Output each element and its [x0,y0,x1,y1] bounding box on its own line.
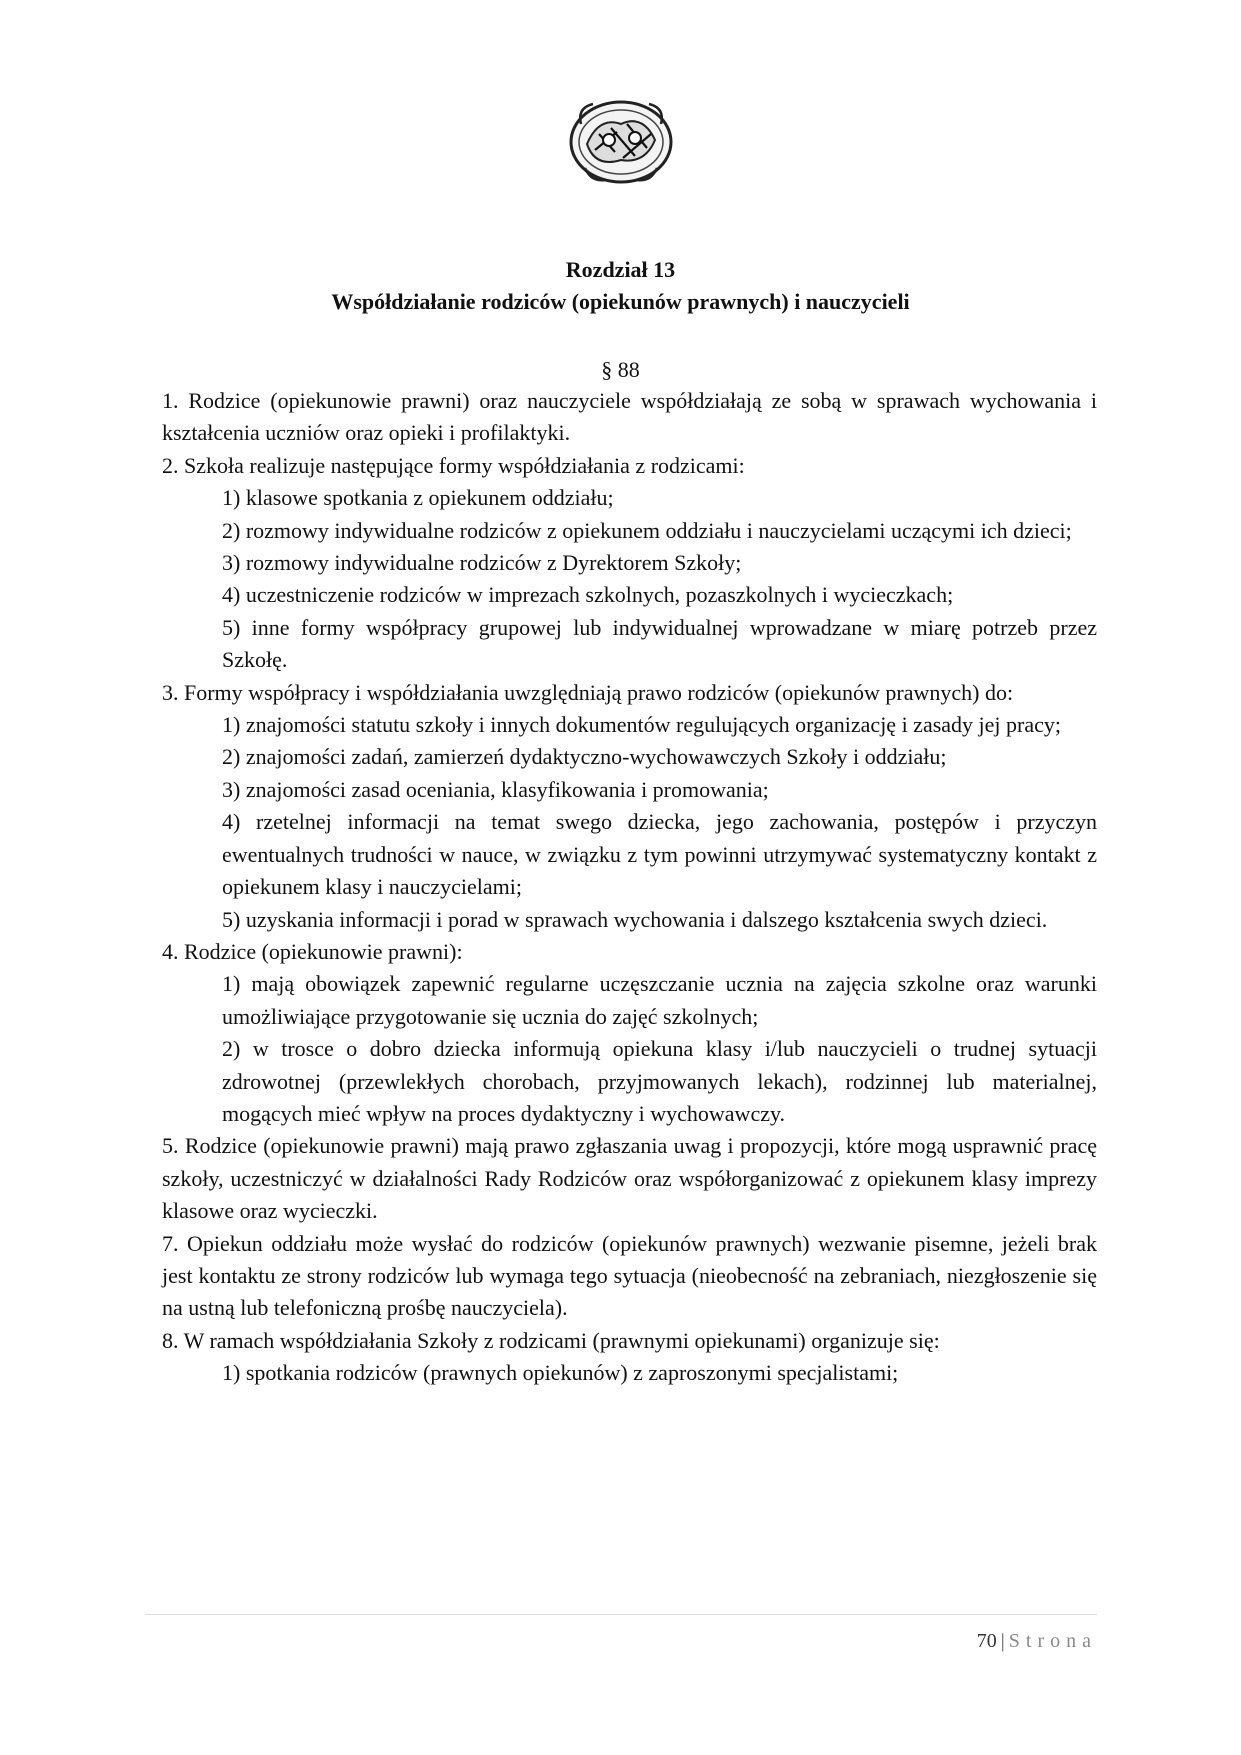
numbered-paragraph: 2. Szkoła realizuje następujące formy współdziałania z rodzicami: [162,452,745,478]
numbered-paragraph: 4. Rodzice (opiekunowie prawni): [162,938,463,964]
section-number: § 88 [601,357,640,382]
numbered-paragraph: 8. W ramach współdziałania Szkoły z rodzicami (prawnymi opiekunami) organizuje się: [162,1327,940,1353]
chapter-title: Współdziałanie rodziców (opiekunów prawnych) i nauczycieli [331,289,910,314]
page-number: 70 [976,1630,997,1652]
numbered-paragraph: 7. Opiekun oddziału może wysłać do rodziców (opiekunów prawnych) wezwanie pisemne, jeżeli brak jest kontaktu ze strony rodziców lub wymaga tego sytuacja (nieobecność na zebraniach, niezgłoszenie się na ustną lub telefoniczną prośbę nauczyciela). [162,1230,1097,1321]
school-emblem-icon [565,94,677,188]
list-item: 2) znajomości zadań, zamierzeń dydaktyczno-wychowawczych Szkoły i oddziału; [222,744,947,770]
numbered-paragraph: 3. Formy współpracy i współdziałania uwzględniają prawo rodziców (opiekunów prawnych) do: [162,679,1014,705]
numbered-paragraph: 5. Rodzice (opiekunowie prawni) mają prawo zgłaszania uwag i propozycji, które mogą usprawnić pracę szkoły, uczestniczyć w działalności Rady Rodziców oraz współorganizować z opiekunem klasy imprezy klasowe oraz wycieczki. [162,1133,1097,1224]
footer-label: Strona [1008,1630,1097,1652]
document-body [162,385,1097,1390]
list-item: 4) rzetelnej informacji na temat swego dziecka, jego zachowania, postępów i przyczyn ewentualnych trudności w nauce, w związku z tym powinni utrzymywać systematyczny kontakt z opiekunem klasy i nauczycielami; [222,809,1097,900]
list-item: 1) klasowe spotkania z opiekunem oddziału; [222,485,614,511]
list-item: 5) inne formy współpracy grupowej lub indywidualnej wprowadzane w miarę potrzeb przez Szkołę. [222,614,1097,673]
footer-separator: | [1000,1630,1005,1652]
list-item: 2) rozmowy indywidualne rodziców z opiekunem oddziału i nauczycielami uczącymi ich dzieci; [222,517,1072,543]
list-item: 3) znajomości zasad oceniania, klasyfikowania i promowania; [222,776,769,802]
list-item: 1) mają obowiązek zapewnić regularne uczęszczanie ucznia na zajęcia szkolne oraz warunki umożliwiające przygotowanie się ucznia do zajęć szkolnych; [222,971,1097,1029]
list-item: 2) w trosce o dobro dziecka informują opiekuna klasy i/lub nauczycieli o trudnej sytuacji zdrowotnej (przewlekłych chorobach, przyjmowanych lekach), rodzinnej lub materialnej, mogących mieć wpływ na proces dydaktyczny i wychowawczy. [222,1036,1097,1126]
list-item: 4) uczestniczenie rodziców w imprezach szkolnych, pozaszkolnych i wycieczkach; [222,582,954,608]
list-item: 1) spotkania rodziców (prawnych opiekunów) z zaproszonymi specjalistami; [222,1360,899,1386]
chapter-label: Rozdział 13 [565,257,676,282]
footer-divider [145,1614,1097,1615]
list-item: 1) znajomości statutu szkoły i innych dokumentów regulujących organizację i zasady jej pracy; [222,712,1061,738]
list-item: 3) rozmowy indywidualne rodziców z Dyrektorem Szkoły; [222,550,742,576]
numbered-paragraph: 1. Rodzice (opiekunowie prawni) oraz nauczyciele współdziałają ze sobą w sprawach wychowania i kształcenia uczniów oraz opieki i profilaktyki. [162,388,1097,446]
list-item: 5) uzyskania informacji i porad w sprawach wychowania i dalszego kształcenia swych dzieci. [222,906,1048,932]
page-footer [977,1628,1097,1654]
